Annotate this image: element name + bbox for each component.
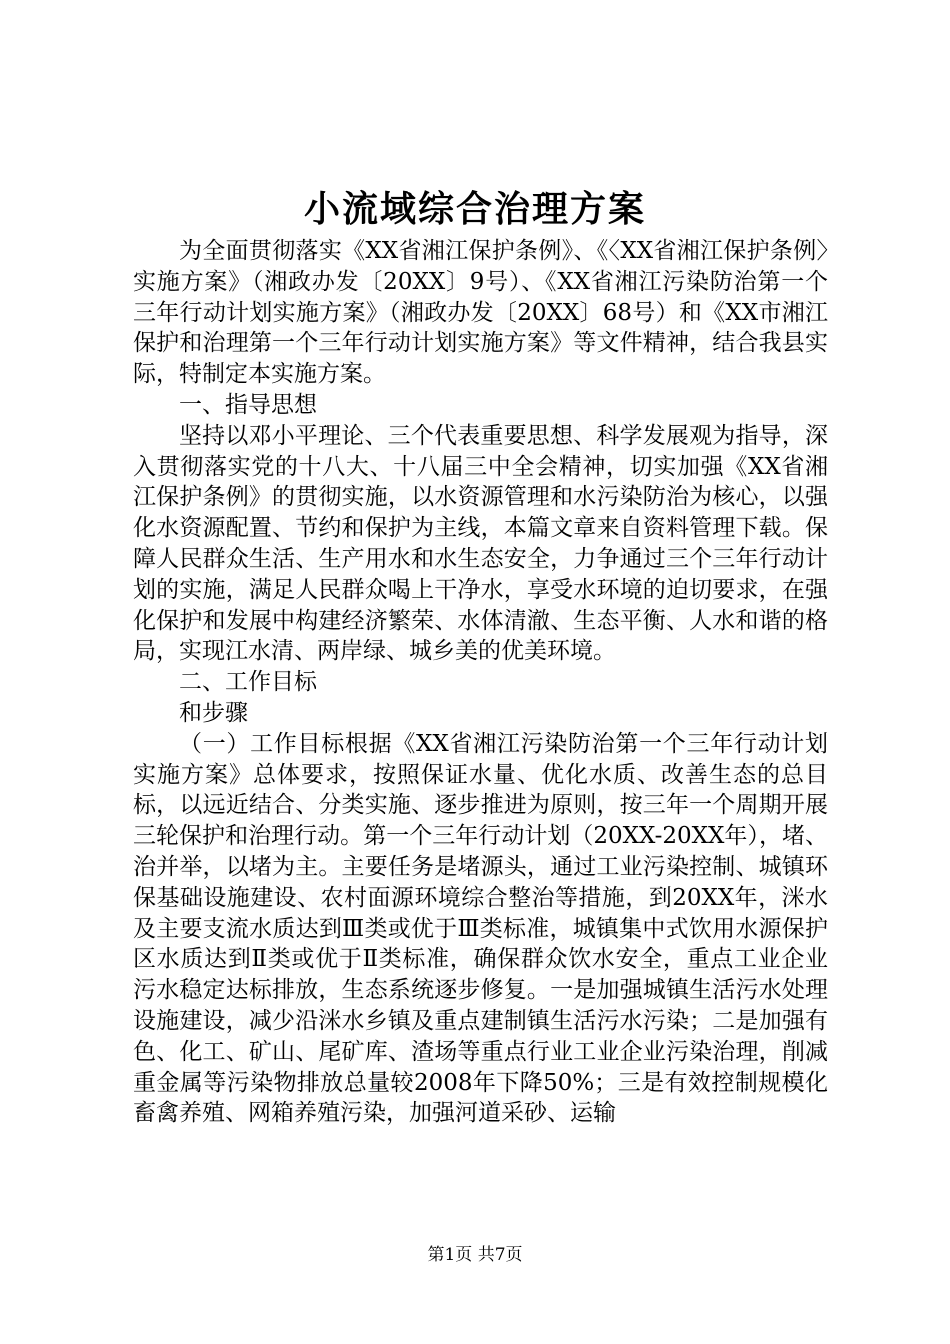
document-title: 小流域综合治理方案 — [303, 188, 646, 230]
section-heading-steps: 和步骤 — [179, 699, 248, 726]
page-footer: 第1页 共7页 — [427, 1245, 523, 1265]
section-heading-guiding-ideology: 一、指导思想 — [179, 391, 317, 418]
guiding-ideology-paragraph: 坚持以邓小平理论、三个代表重要思想、科学发展观为指导，深入贯彻落实党的十八大、十八届三中全会精神，切实加强《XX省湘江保护条例》的贯彻实施，以水资源管理和水污染防治为核心，以强化水资源配置、节约和保护为主线，本篇文章来自资料管理下载。保障人民群众生活、生产用水和水生态安全，力争通过三个三年行动计划的实施，满足人民群众喝上干净水，享受水环境的迫切要求，在强化保护和发展中构建经济繁荣、水体清澈、生态平衡、人水和谐的格局，实现江水清、两岸绿、城乡美的优美环境。 — [133, 422, 828, 665]
intro-paragraph: 为全面贯彻落实《XX省湘江保护条例》、《〈XX省湘江保护条例〉实施方案》（湘政办发〔20XX〕9号）、《XX省湘江污染防治第一个三年行动计划实施方案》（湘政办发〔20XX〕68号）和《XX市湘江保护和治理第一个三年行动计划实施方案》等文件精神，结合我县实际，特制定本实施方案。 — [133, 238, 828, 388]
work-goals-paragraph: （一）工作目标根据《XX省湘江污染防治第一个三年行动计划实施方案》总体要求，按照保证水量、优化水质、改善生态的总目标，以远近结合、分类实施、逐步推进为原则，按三年一个周期开展三轮保护和治理行动。第一个三年行动计划（20XX-20XX年），堵、治并举，以堵为主。主要任务是堵源头，通过工业污染控制、城镇环保基础设施建设、农村面源环境综合整治等措施，到20XX年，洣水及主要支流水质达到Ⅲ类或优于Ⅲ类标准，城镇集中式饮用水源保护区水质达到Ⅱ类或优于Ⅱ类标准，确保群众饮水安全，重点工业企业污水稳定达标排放，生态系统逐步修复。一是加强城镇生活污水处理设施建设，减少沿洣水乡镇及重点建制镇生活污水污染；二是加强有色、化工、矿山、尾矿库、渣场等重点行业工业企业污染治理，削减重金属等污染物排放总量较2008年下降50%；三是有效控制规模化畜禽养殖、网箱养殖污染，加强河道采砂、运输 — [133, 730, 828, 1127]
document-body — [133, 236, 828, 1129]
section-heading-work-goals: 二、工作目标 — [179, 669, 317, 696]
